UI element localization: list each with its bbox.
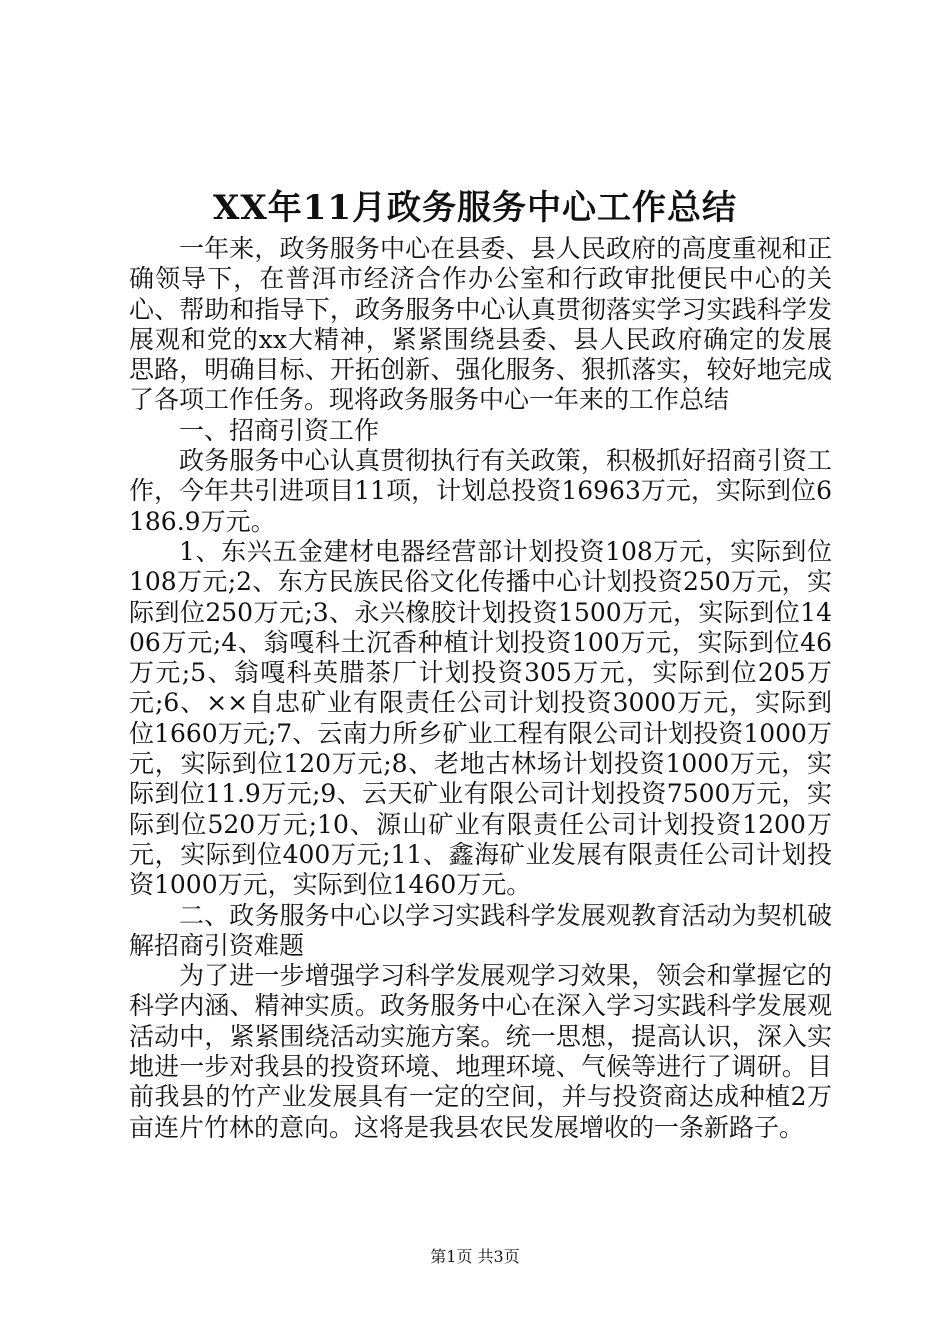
paragraph-project-list: 1、东兴五金建材电器经营部计划投资108万元，实际到位108万元;2、东方民族民俗文化传播中心计划投资250万元，实际到位250万元;3、永兴橡胶计划投资1500万元，实际到位1406万元;4、翁嘎科土沉香种植计划投资100万元，实际到位46万元;5、翁嘎科英腊茶厂计划投资305万元，实际到位205万元;6、××自忠矿业有限责任公司计划投资3000万元，实际到位1660万元;7、云南力所乡矿业工程有限公司计划投资1000万元，实际到位120万元;8、老地古林场计划投资1000万元，实际到位11.9万元;9、云天矿业有限公司计划投资7500万元，实际到位520万元;10、源山矿业有限责任公司计划投资1200万元，实际到位400万元;11、鑫海矿业发展有限责任公司计划投资1000万元，实际到位1460万元。 <box>129 536 832 900</box>
paragraph-intro: 一年来，政务服务中心在县委、县人民政府的高度重视和正确领导下，在普洱市经济合作办公室和行政审批便民中心的关心、帮助和指导下，政务服务中心认真贯彻落实学习实践科学发展观和党的xx大精神，紧紧围绕县委、县人民政府确定的发展思路，明确目标、开拓创新、强化服务、狠抓落实，较好地完成了各项工作任务。现将政务服务中心一年来的工作总结 <box>129 234 832 415</box>
section-heading-2: 二、政务服务中心以学习实践科学发展观教育活动为契机破解招商引资难题 <box>129 900 832 960</box>
paragraph-investment-summary: 政务服务中心认真贯彻执行有关政策，积极抓好招商引资工作，今年共引进项目11项，计划总投资16963万元，实际到位6186.9万元。 <box>129 446 832 536</box>
document-body <box>129 234 832 1143</box>
page-number-footer: 第1页 共3页 <box>430 1247 520 1266</box>
document-title: XX年11月政务服务中心工作总结 <box>212 188 738 228</box>
paragraph-study-activity: 为了进一步增强学习科学发展观学习效果，领会和掌握它的科学内涵、精神实质。政务服务中心在深入学习实践科学发展观活动中，紧紧围绕活动实施方案。统一思想，提高认识，深入实地进一步对我县的投资环境、地理环境、气候等进行了调研。目前我县的竹产业发展具有一定的空间，并与投资商达成种植2万亩连片竹林的意向。这将是我县农民发展增收的一条新路子。 <box>129 961 832 1142</box>
section-heading-1: 一、招商引资工作 <box>179 415 380 445</box>
